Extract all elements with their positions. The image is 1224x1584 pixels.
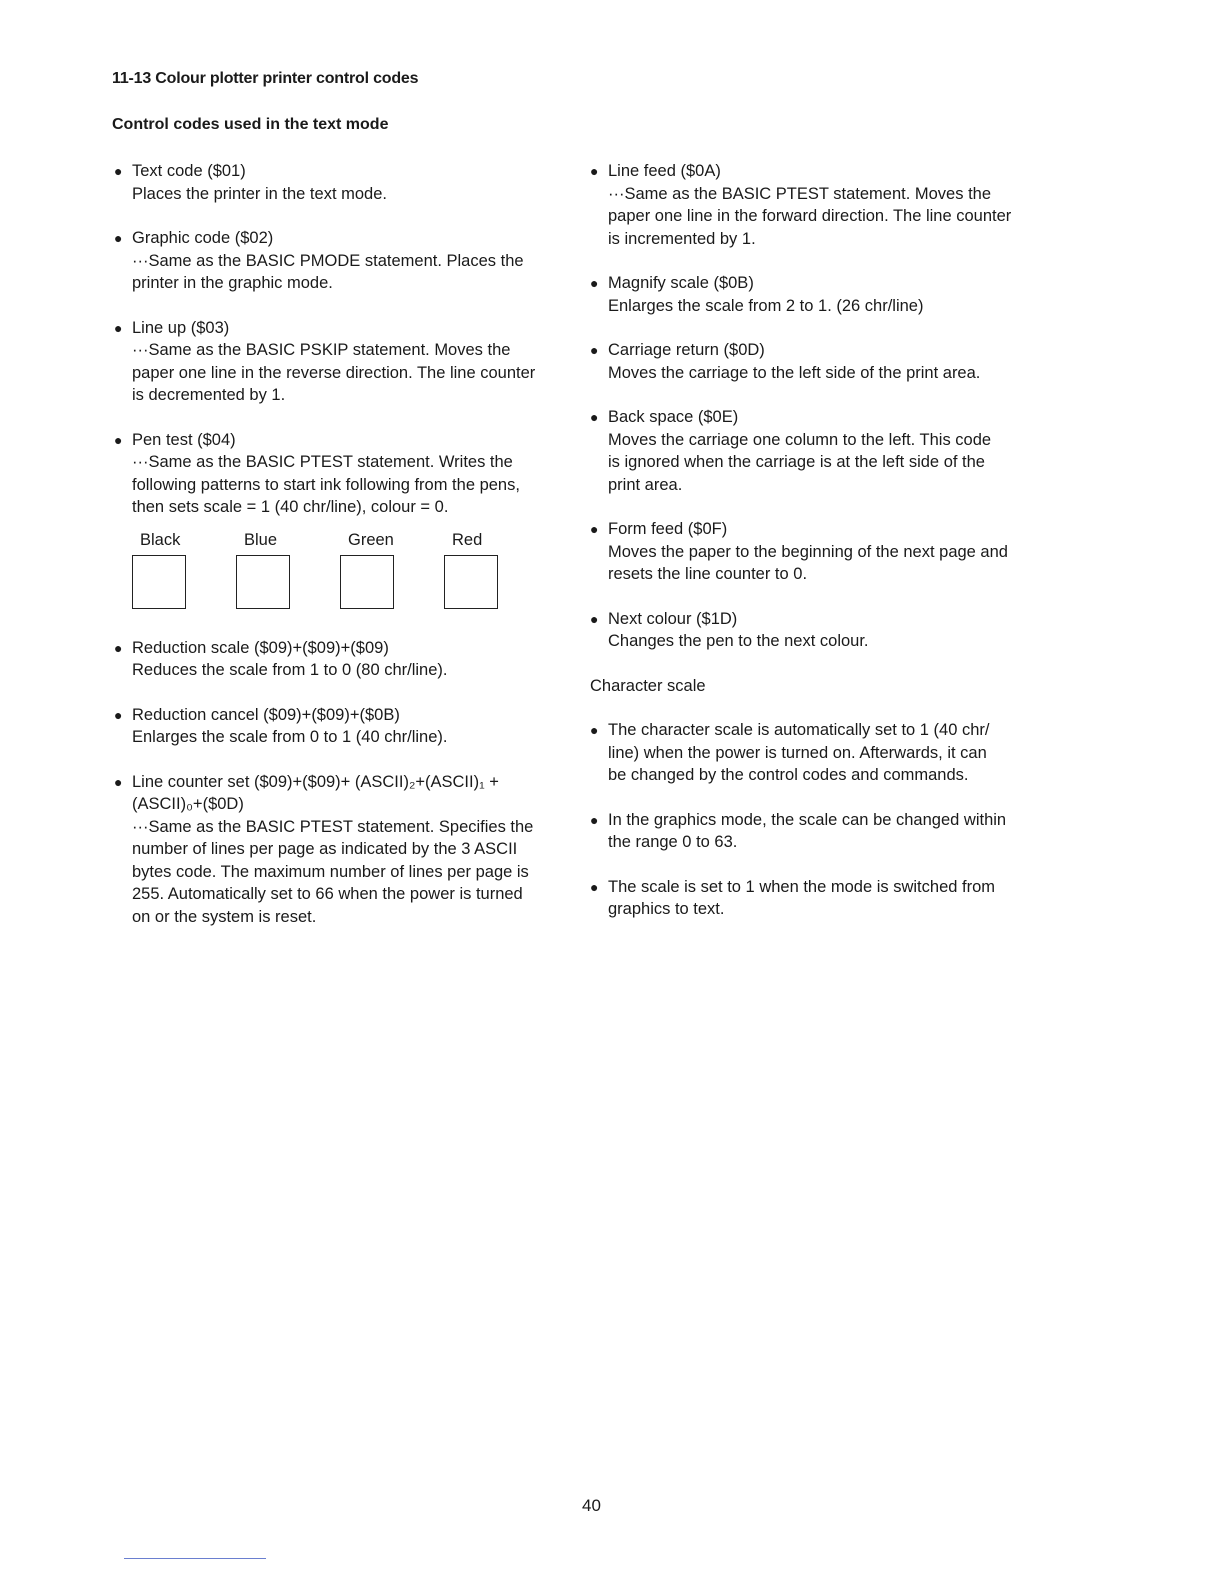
item-line: Moves the carriage to the left side of the print area. [608, 363, 981, 382]
item-line: on or the system is reset. [132, 907, 317, 926]
item-heading: Reduction cancel ($09)+($09)+($0B) [132, 705, 400, 724]
item-heading: In the graphics mode, the scale can be changed within [608, 810, 1007, 829]
pen-sample [340, 529, 444, 609]
item-line: is ignored when the carriage is at the left side of the [608, 453, 985, 471]
right-column [590, 160, 1050, 943]
item-heading: Carriage return ($0D) [608, 341, 765, 359]
pen-test-pattern [132, 529, 574, 609]
list-item [590, 160, 1050, 250]
item-line: bytes code. The maximum number of lines per page is [132, 862, 529, 881]
bullet-icon: ● [590, 275, 599, 291]
list-item [590, 608, 1050, 653]
item-line: Enlarges the scale from 2 to 1. (26 chr/line) [608, 296, 924, 315]
list-item [590, 719, 1050, 787]
item-line: Moves the carriage one column to the left. This code [608, 430, 992, 449]
bullet-icon: ● [590, 811, 599, 828]
item-line: ···Same as the BASIC PTEST statement. Specifies the [132, 817, 534, 836]
item-line: paper one line in the reverse direction. The line counter [132, 363, 536, 382]
item-line: number of lines per page as indicated by the 3 ASCII [132, 840, 518, 858]
list-item [590, 809, 1050, 854]
pen-sample [444, 529, 548, 609]
item-line: following patterns to start ink following from the pens, [132, 475, 520, 494]
item-line: line) when the power is turned on. Afterwards, it can [608, 743, 987, 762]
bullet-icon: ● [114, 230, 123, 246]
pen-square-icon [236, 555, 290, 609]
item-line: the range 0 to 63. [608, 833, 738, 851]
bullet-icon: ● [114, 639, 123, 656]
pen-sample [132, 529, 236, 609]
bullet-icon: ● [114, 319, 123, 336]
item-heading: Magnify scale ($0B) [608, 274, 754, 292]
pen-sample [236, 529, 340, 609]
bullet-icon: ● [590, 722, 599, 738]
item-line: ···Same as the BASIC PTEST statement. Moves the [608, 184, 992, 203]
left-column [114, 160, 574, 950]
item-line: Reduces the scale from 1 to 0 (80 chr/line). [132, 661, 448, 679]
list-item [590, 272, 1050, 317]
bullet-icon: ● [590, 409, 599, 425]
page-number: 40 [582, 1496, 601, 1515]
character-scale-heading: Character scale [590, 676, 706, 695]
list-item [114, 637, 574, 682]
item-line: is decremented by 1. [132, 386, 286, 404]
bullet-icon: ● [114, 163, 123, 179]
pen-square-icon [132, 555, 186, 609]
list-item [114, 429, 574, 519]
item-heading: Line counter set ($09)+($09)+ (ASCII)₂+(ASCII)₁ + [132, 772, 499, 791]
item-line: graphics to text. [608, 900, 725, 918]
pen-label: Green [348, 530, 394, 549]
pen-label: Red [452, 530, 483, 549]
item-heading: The scale is set to 1 when the mode is switched from [608, 877, 996, 896]
item-heading: Line up ($03) [132, 318, 230, 337]
item-line: is incremented by 1. [608, 229, 756, 248]
item-heading: Form feed ($0F) [608, 520, 728, 538]
item-heading: Pen test ($04) [132, 430, 236, 449]
item-heading: Line feed ($0A) [608, 162, 721, 180]
bullet-icon: ● [114, 706, 123, 723]
bullet-icon: ● [114, 431, 123, 448]
item-line: Places the printer in the text mode. [132, 184, 387, 203]
item-line: Enlarges the scale from 0 to 1 (40 chr/line). [132, 728, 448, 746]
list-item [590, 339, 1050, 384]
list-item [114, 317, 574, 407]
bullet-icon: ● [114, 773, 123, 790]
text-mode-subheading: Control codes used in the text mode [112, 116, 389, 133]
footer-rule [124, 1558, 266, 1559]
item-line: print area. [608, 475, 683, 494]
item-heading: Back space ($0E) [608, 408, 739, 426]
item-line: resets the line counter to 0. [608, 565, 808, 583]
list-item [114, 227, 574, 295]
item-line: be changed by the control codes and commands. [608, 766, 969, 784]
item-heading: The character scale is automatically set to 1 (40 chr/ [608, 721, 990, 739]
list-item [114, 160, 574, 205]
item-heading: Text code ($01) [132, 162, 246, 180]
item-heading: Reduction scale ($09)+($09)+($09) [132, 638, 389, 657]
list-item [114, 771, 574, 929]
item-heading: Next colour ($1D) [608, 609, 738, 628]
item-line: ···Same as the BASIC PTEST statement. Writes the [132, 453, 513, 471]
item-line: printer in the graphic mode. [132, 274, 333, 292]
item-line: Moves the paper to the beginning of the next page and [608, 542, 1008, 561]
list-item [114, 704, 574, 749]
bullet-icon: ● [590, 878, 599, 895]
pen-square-icon [444, 555, 498, 609]
item-line: 255. Automatically set to 66 when the power is turned [132, 885, 523, 903]
list-item [590, 406, 1050, 496]
pen-square-icon [340, 555, 394, 609]
bullet-icon: ● [590, 521, 599, 537]
bullet-icon: ● [590, 163, 599, 179]
list-item [590, 518, 1050, 586]
item-line: Changes the pen to the next colour. [608, 632, 869, 650]
pen-label: Black [140, 530, 181, 549]
item-line: ···Same as the BASIC PMODE statement. Places the [132, 251, 524, 270]
item-heading: Graphic code ($02) [132, 229, 274, 247]
bullet-icon: ● [590, 342, 599, 358]
item-line: paper one line in the forward direction. The line counter [608, 207, 1012, 225]
list-item [590, 876, 1050, 921]
bullet-icon: ● [590, 610, 599, 627]
item-line: (ASCII)₀+($0D) [132, 795, 244, 813]
pen-label: Blue [244, 530, 278, 549]
item-line: then sets scale = 1 (40 chr/line), colour = 0. [132, 498, 449, 516]
section-title: 11-13 Colour plotter printer control codes [112, 70, 419, 87]
item-line: ···Same as the BASIC PSKIP statement. Moves the [132, 341, 511, 359]
